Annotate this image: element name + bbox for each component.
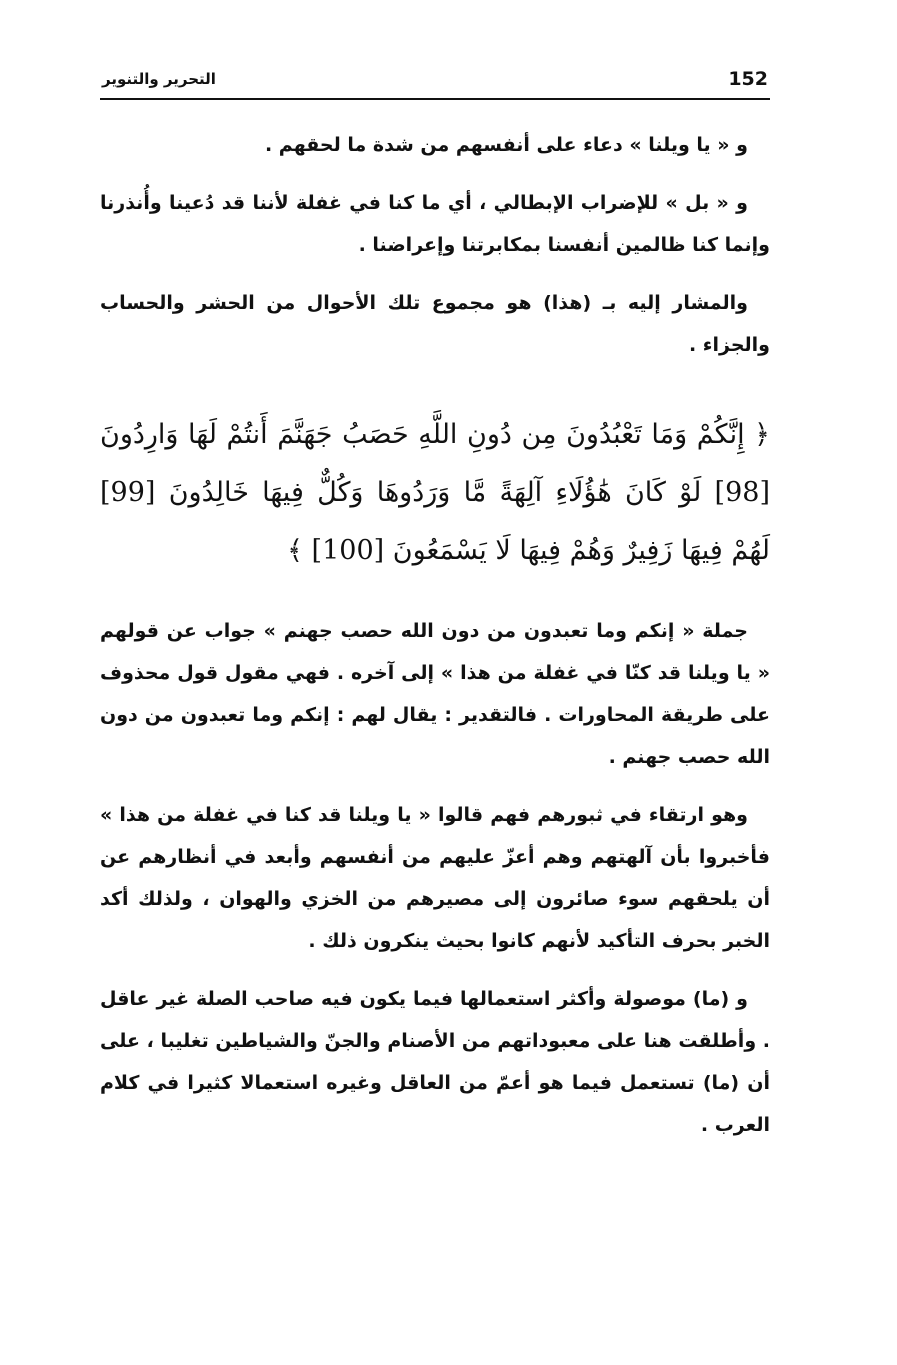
paragraph-irtiqa: وهو ارتقاء في ثبورهم فهم قالوا « يا ويلنا قد كنا في غفلة من هذا » فأخبروا بأن آلهتهم وهم أعزّ عليهم من أنفسهم وأبعد في أنظارهم عن أن يلحقهم سوء صائرون إلى مصيرهم من الخزي والهوان ، ولذلك أكد الخبر بحرف التأكيد لأنهم كانوا بحيث ينكرون ذلك .: [100, 804, 770, 952]
paragraph-jumla: جملة « إنكم وما تعبدون من دون الله حصب جهنم » جواب عن قولهم « يا ويلنا قد كنّا في غفلة من هذا » إلى آخره . فهي مقول قول محذوف على طريقة المحاورات . فالتقدير : يقال لهم : إنكم وما تعبدون من دون الله حصب جهنم .: [100, 620, 770, 768]
page-number: 152: [728, 68, 768, 90]
paragraph-ma-mawsula: و (ما) موصولة وأكثر استعمالها فيما يكون فيه صاحب الصلة غير عاقل . وأطلقت هنا على معبوداتهم من الأصنام والجنّ والشياطين تغليبا ، على أن (ما) تستعمل فيما هو أعمّ من العاقل وغيره استعمالا كثيرا في كلام العرب .: [100, 988, 770, 1136]
paragraph-ya-waylana: و « يا ويلنا » دعاء على أنفسهم من شدة ما لحقهم .: [264, 134, 748, 156]
paragraph-bal: و « بل » للإضراب الإبطالي ، أي ما كنا في غفلة لأننا قد دُعينا وأُنذرنا وإنما كنا ظالمين أنفسنا بمكابرتنا وإعراضنا .: [100, 192, 770, 256]
paragraph-hadha: والمشار إليه بـ (هذا) هو مجموع تلك الأحوال من الحشر والحساب والجزاء .: [100, 292, 770, 356]
page-body: [100, 124, 770, 1146]
quran-verses: ﴿ إِنَّكُمْ وَمَا تَعْبُدُونَ مِن دُونِ اللَّهِ حَصَبُ جَهَنَّمَ أَنتُمْ لَهَا وَارِدُونَ [98] لَوْ كَانَ هَٰؤُلَاءِ آلِهَةً مَّا وَرَدُوهَا وَكُلٌّ فِيهَا خَالِدُونَ [99] لَهُمْ فِيهَا زَفِيرٌ وَهُمْ فِيهَا لَا يَسْمَعُونَ [100] ﴾: [100, 419, 770, 566]
page-header: [100, 66, 770, 100]
running-title: التحرير والتنوير: [102, 70, 216, 88]
